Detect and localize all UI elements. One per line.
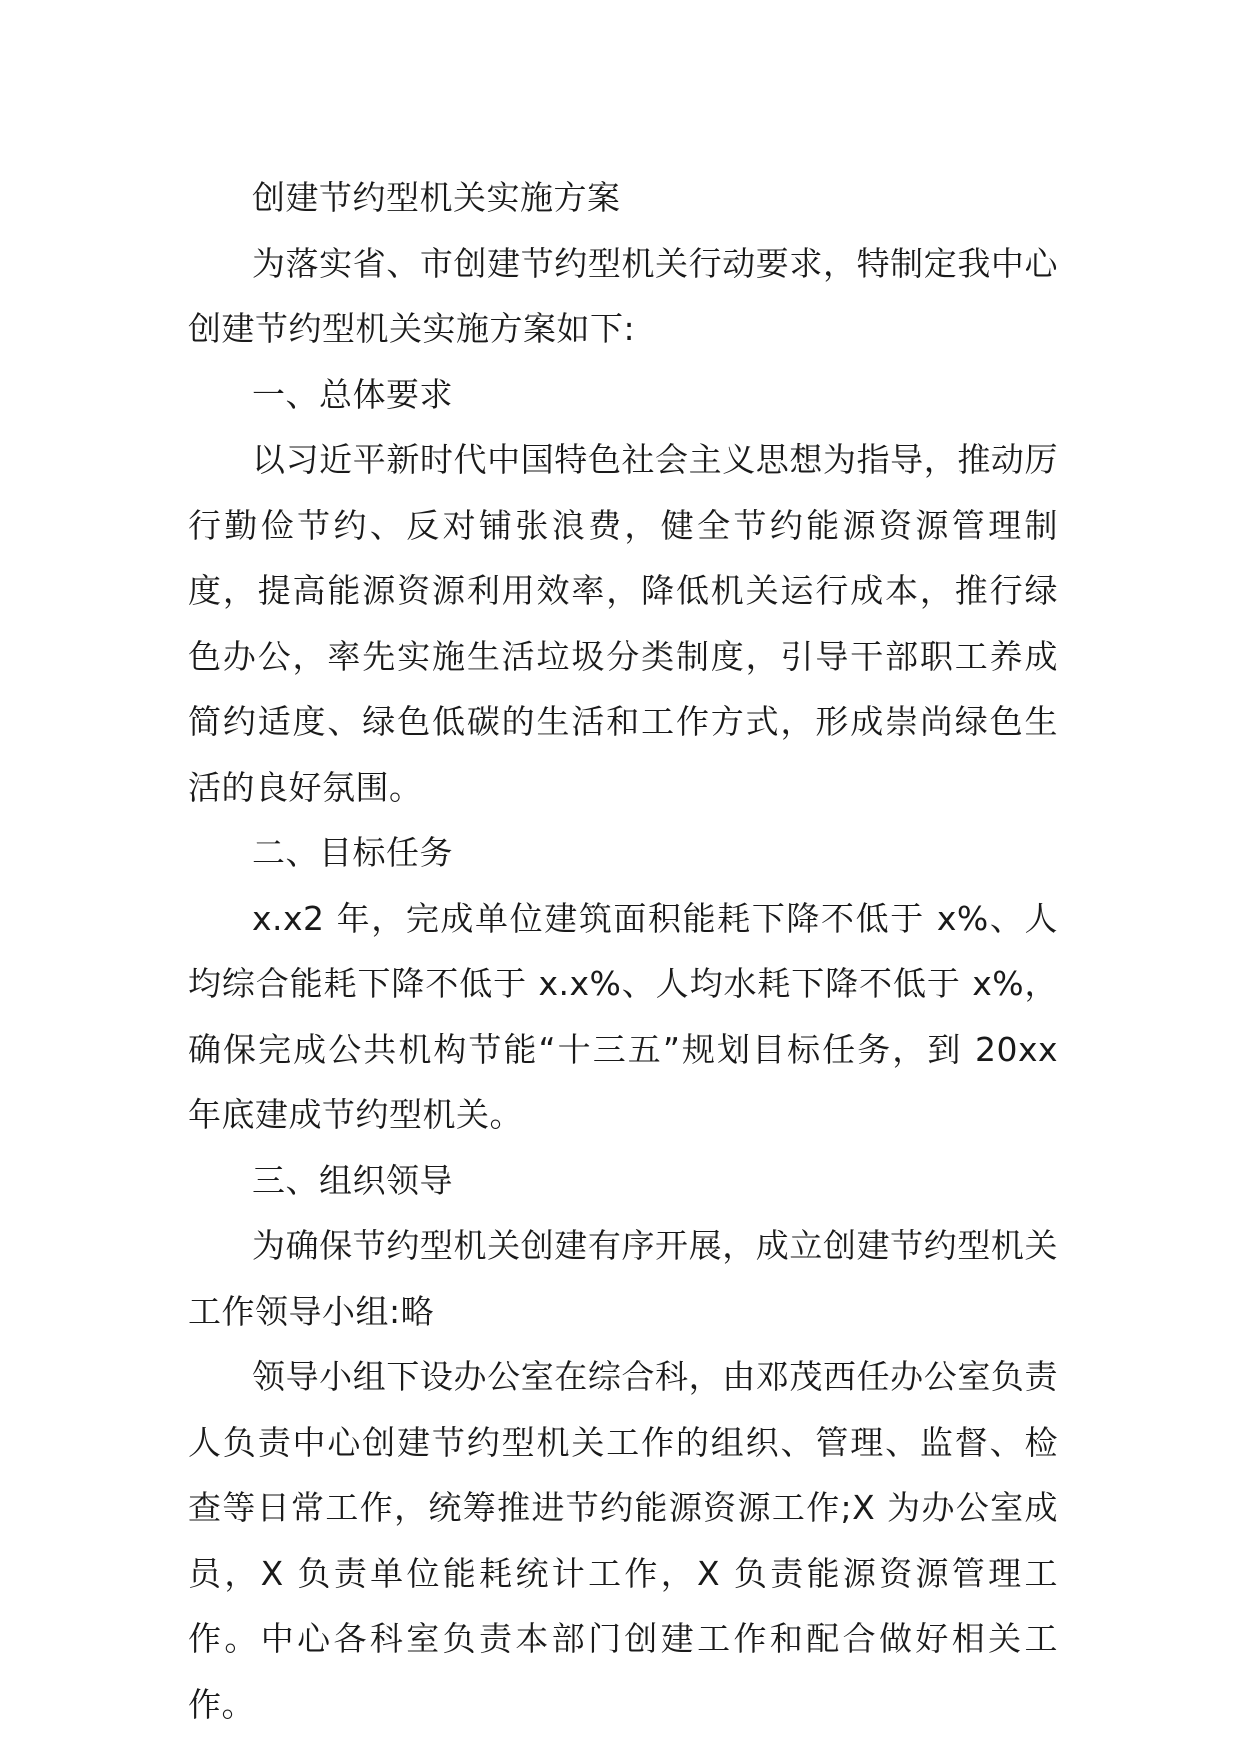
document-title: 创建节约型机关实施方案 xyxy=(252,178,621,217)
targets-paragraph: x.x2 年，完成单位建筑面积能耗下降不低于 x%、人均综合能耗下降不低于 x.x%、人均水耗下降不低于 x%，确保完成公共机构节能“十三五”规划目标任务，到 20xx 年底建成节约型机关。 xyxy=(188,898,1058,1134)
leadership-paragraph: 为确保节约型机关创建有序开展，成立创建节约型机关工作领导小组:略 xyxy=(188,1226,1058,1331)
intro-paragraph: 为落实省、市创建节约型机关行动要求，特制定我中心创建节约型机关实施方案如下: xyxy=(188,243,1058,348)
section-heading-leadership: 三、组织领导 xyxy=(252,1160,453,1200)
section-heading-targets: 二、目标任务 xyxy=(252,833,453,872)
general-requirements-paragraph: 以习近平新时代中国特色社会主义思想为指导，推动厉行勤俭节约、反对铺张浪费，健全节约能源资源管理制度，提高能源资源利用效率，降低机关运行成本，推行绿色办公，率先实施生活垃圾分类制度，引导干部职工养成简约适度、绿色低碳的生活和工作方式，形成崇尚绿色生活的良好氛围。 xyxy=(188,440,1058,807)
office-responsibilities-paragraph: 领导小组下设办公室在综合科，由邓茂西任办公室负责人负责中心创建节约型机关工作的组织、管理、监督、检查等日常工作，统筹推进节约能源资源工作;X 为办公室成员，X 负责单位能耗统计工作，X 负责能源资源管理工作。中心各科室负责本部门创建工作和配合做好相关工作。 xyxy=(188,1357,1058,1724)
document-body xyxy=(188,165,1058,1737)
section-heading-general-requirements: 一、总体要求 xyxy=(252,374,453,414)
